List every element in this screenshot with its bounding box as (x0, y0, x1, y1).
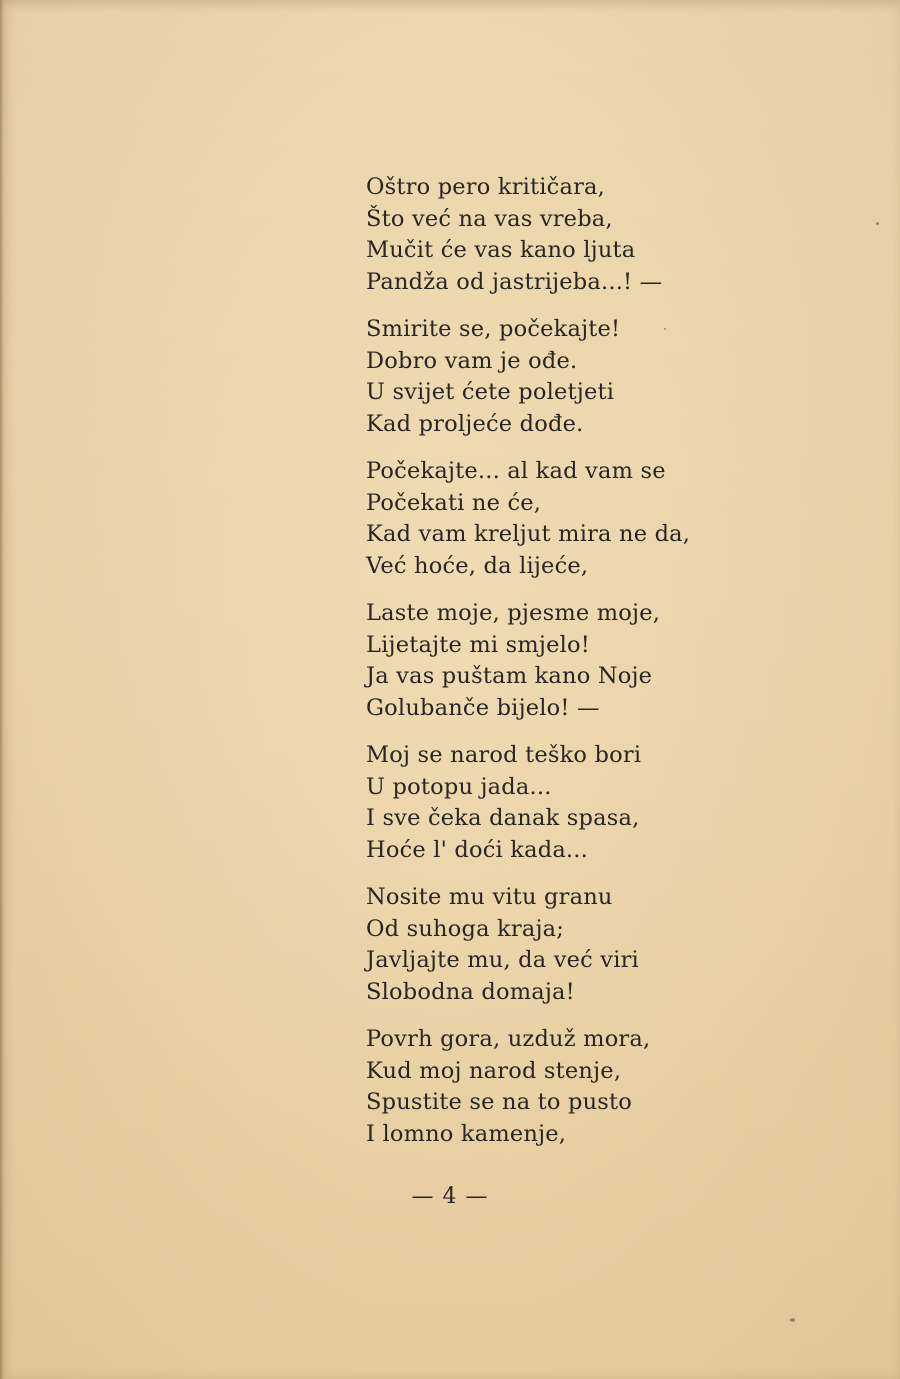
poem-line: Već hoće, da lijeće, (366, 552, 589, 579)
stanza-4 (366, 598, 746, 724)
poem-line: I lomno kamenje, (366, 1120, 567, 1147)
paper-speck (876, 222, 879, 225)
poem-line: Mučit će vas kano ljuta (366, 237, 636, 263)
poem-body (366, 172, 746, 1166)
poem-line: Laste moje, pjesme moje, (366, 600, 661, 626)
stanza-1 (366, 172, 746, 298)
page-edge (0, 0, 4, 1379)
poem-line: Povrh gora, uzduž mora, (366, 1026, 651, 1052)
poem-line: U potopu jada... (366, 773, 552, 800)
poem-line: Hoće l' doći kada... (366, 836, 588, 863)
poem-line: Pandža od jastrijeba...! — (366, 268, 663, 295)
poem-line: Slobodna domaja! (366, 978, 575, 1005)
poem-line: Dobro vam je ođe. (366, 347, 578, 374)
poem-line: Od suhoga kraja; (366, 915, 565, 942)
poem-line: Golubanče bijelo! — (366, 694, 600, 721)
stanza-2 (366, 314, 746, 440)
page-number: — 4 — (411, 1184, 489, 1209)
poem-line: Ja vas puštam kano Noje (366, 663, 653, 689)
paper-speck (790, 1318, 795, 1322)
paper-speck (664, 328, 666, 330)
poem-line: Kad vam kreljut mira ne da, (366, 521, 691, 547)
poem-line: Lijetajte mi smjelo! (366, 631, 591, 658)
poem-line: Počekajte... al kad vam se (366, 458, 666, 484)
stanza-6 (366, 882, 746, 1008)
stanza-3 (366, 456, 746, 582)
poem-line: Kud moj narod stenje, (366, 1057, 622, 1084)
poem-line: Moj se narod teško bori (366, 742, 642, 768)
poem-line: Kad proljeće dođe. (366, 410, 584, 437)
stanza-5 (366, 740, 746, 866)
poem-line: I sve čeka danak spasa, (366, 805, 640, 831)
poem-line: Spustite se na to pusto (366, 1089, 633, 1115)
poem-line: Počekati ne će, (366, 489, 542, 516)
poem-line: Oštro pero kritičara, (366, 174, 606, 200)
poem-line: Nosite mu vitu granu (366, 884, 613, 910)
stanza-7 (366, 1024, 746, 1150)
poem-line: Smirite se, počekajte! (366, 316, 621, 342)
poem-line: U svijet ćete poletjeti (366, 379, 615, 405)
poem-line: Što već na vas vreba, (366, 205, 613, 232)
poem-line: Javljajte mu, da već viri (366, 947, 639, 973)
